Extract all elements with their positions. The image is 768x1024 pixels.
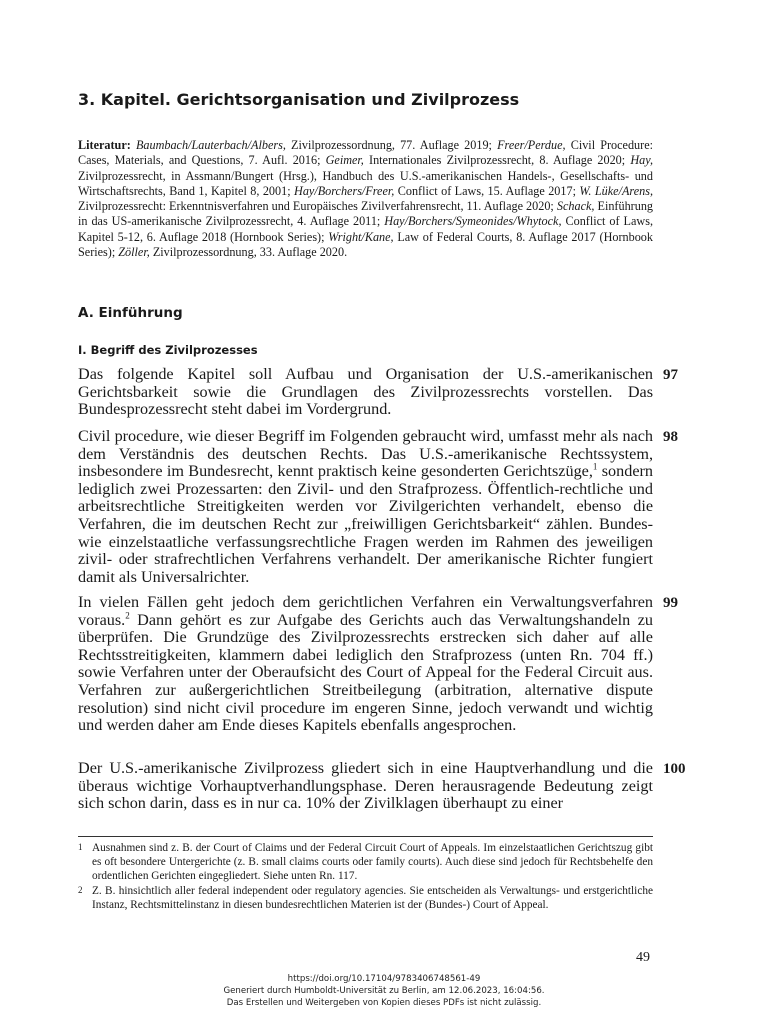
footnote-divider <box>78 836 653 837</box>
lit-text: Conflict of Laws, 15. Auflage 2017; <box>394 183 580 198</box>
footer-generated-note: Generiert durch Humboldt-Universität zu Berlin, am 12.06.2023, 16:04:56. <box>223 986 545 996</box>
lit-author: Hay, <box>630 153 653 168</box>
footer-copyright-notice: Das Erstellen und Weitergeben von Kopien dieses PDFs ist nicht zulässig. <box>226 998 542 1008</box>
footnote-ref[interactable]: 2 <box>125 610 130 621</box>
footnote-text: Ausnahmen sind z. B. der Court of Claims und der Federal Circuit Court of Appeals. Im einzelstaatlichen Gerichtszug gibt es oft besondere Untergerichte (z. B. small claims courts oder family courts). Auch diese sind jedoch für Rechtsbehelfe den ordentlichen Gerichten eingegliedert. Siehe unten Rn. 117. <box>92 842 653 883</box>
paragraph-99 <box>78 594 653 735</box>
chapter-title: 3. Kapitel. Gerichtsorganisation und Zivilprozess <box>78 90 520 109</box>
margin-number-100: 100 <box>663 761 686 777</box>
lit-author: Hay/Borchers/Freer, <box>294 183 395 198</box>
lit-author: Hay/Borchers/Symeonides/Whytock, <box>384 214 562 229</box>
paragraph-100: Der U.S.-amerikanische Zivilprozess gliedert sich in eine Hauptverhandlung und die überaus wichtige Vorhauptverhandlungsphase. Deren herausragende Bedeutung zeigt sich schon darin, dass es in nur ca. 10% der Zivilklagen überhaupt zu einer <box>78 759 653 813</box>
paragraph-text: In vielen Fällen geht jedoch dem gerichtlichen Verfahren ein Verwaltungsverfahren voraus. <box>78 593 653 629</box>
lit-text: Conflict of Laws, Kapitel 5-12, 6. Auflage 2018 (Hornbook Series); <box>78 214 653 244</box>
footer-doi-link[interactable]: https://doi.org/10.17104/9783406748561-49 <box>287 974 481 984</box>
footnote-number: 2 <box>78 885 83 895</box>
footnote-text: Z. B. hinsichtlich aller federal independent oder regulatory agencies. Sie entscheiden als Verwaltungs- und erstgerichtliche Instanz, Rechtsmittelinstanz in diesen bundesrechtlichen Materien ist der (Bundes-) Court of Appeal. <box>92 885 653 912</box>
lit-author: Freer/Perdue, <box>497 138 566 152</box>
lit-author: W. Lüke/Arens, <box>579 183 653 198</box>
lit-author: Wright/Kane, <box>328 229 394 244</box>
lit-author: Baumbach/Lauterbach/Albers, <box>135 138 286 152</box>
margin-number-97: 97 <box>663 367 678 383</box>
margin-number-98: 98 <box>663 429 678 445</box>
paragraph-text: Civil procedure, wie dieser Begriff im Folgenden gebraucht wird, umfasst mehr als nach dem Verständnis des deutschen Rechts. Das U.S.-amerikanische Rechtssystem, insbesondere im Bundesrecht, kennt praktisch keine gesonderten Gerichtszüge, <box>78 427 653 481</box>
literature-label: Literatur: <box>78 138 131 152</box>
lit-text: Zivilprozessrecht: Erkenntnisverfahren und Europäisches Zivilverfahrensrecht, 11. Auflage 2020; <box>78 199 557 214</box>
margin-number-99: 99 <box>663 595 678 611</box>
lit-text: Einführung in das US-amerikanische Zivilprozessrecht, 4. Auflage 2011; <box>78 199 654 229</box>
footnote-1 <box>78 841 653 884</box>
paragraph-text: sondern lediglich zwei Prozessarten: den Zivil- und den Strafprozess. Öffentlich-rechtliche und arbeitsrechtliche Streitigkeiten werden vor Zivilgerichten verhandelt, ebenso die Verfahren, die im deutschen Recht zur „freiwilligen Gerichtsbarkeit“ zählen. Bundes- wie einzelstaatliche verfassungsrechtliche Fragen werden im Rahmen des jeweiligen zivil- oder strafrechtlichen Verfahrens verhandelt. Der amerikanische Richter fungiert damit als Universalrichter. <box>78 462 653 586</box>
paragraph-98 <box>78 428 653 586</box>
lit-text: Zivilprozessordnung, 77. Auflage 2019; <box>285 138 498 152</box>
footnote-number: 1 <box>78 842 83 852</box>
lit-author: Zöller, <box>118 245 150 260</box>
lit-text: Zivilprozessrecht, in Assmann/Bungert (Hrsg.), Handbuch des U.S.-amerikanischen Handels-, Gesellschafts- und Wirtschaftsrechts, Band 1, Kapitel 8, 2001; <box>78 168 653 198</box>
footnote-ref[interactable]: 1 <box>592 461 598 472</box>
subsection-heading-i: I. Begriff des Zivilprozesses <box>78 343 258 357</box>
paragraph-97: Das folgende Kapitel soll Aufbau und Organisation der U.S.-amerikanischen Gerichtsbarkeit sowie die Grundlagen des Zivilprozessrechts vorstellen. Das Bundesprozessrecht steht dabei im Vordergrund. <box>78 365 653 419</box>
paragraph-text: Dann gehört es zur Aufgabe des Gerichts auch das Verwaltungshandeln zu überprüfen. Die Grundzüge des Zivilprozessrechts erstrecken sich daher auf alle Rechtsstreitigkeiten, klammern dabei lediglich den Strafprozess (unten Rn. 704 ff.) sowie Verfahren unter der Oberaufsicht des Court of Appeal for the Federal Circuit aus. Verfahren zur außergerichtlichen Streitbeilegung (arbitration, alternative dispute resolution) sind nicht civil procedure im engeren Sinne, jedoch verwandt und wichtig und werden daher am Ende dieses Kapitels ebenfalls angesprochen. <box>78 610 653 735</box>
page-number: 49 <box>636 950 650 965</box>
lit-author: Schack, <box>556 199 595 214</box>
lit-text: Internationales Zivilprozessrecht, 8. Auflage 2020; <box>363 153 631 168</box>
lit-text: Zivilprozessordnung, 33. Auflage 2020. <box>149 245 348 260</box>
literature-block <box>78 138 653 260</box>
lit-text: Law of Federal Courts, 8. Auflage 2017 (Hornbook Series); <box>78 229 653 260</box>
section-heading-a: A. Einführung <box>78 305 183 321</box>
lit-text: Civil Procedure: Cases, Materials, and Questions, 7. Aufl. 2016; <box>78 138 654 168</box>
lit-author: Geimer, <box>325 153 364 168</box>
footnote-2 <box>78 884 653 912</box>
